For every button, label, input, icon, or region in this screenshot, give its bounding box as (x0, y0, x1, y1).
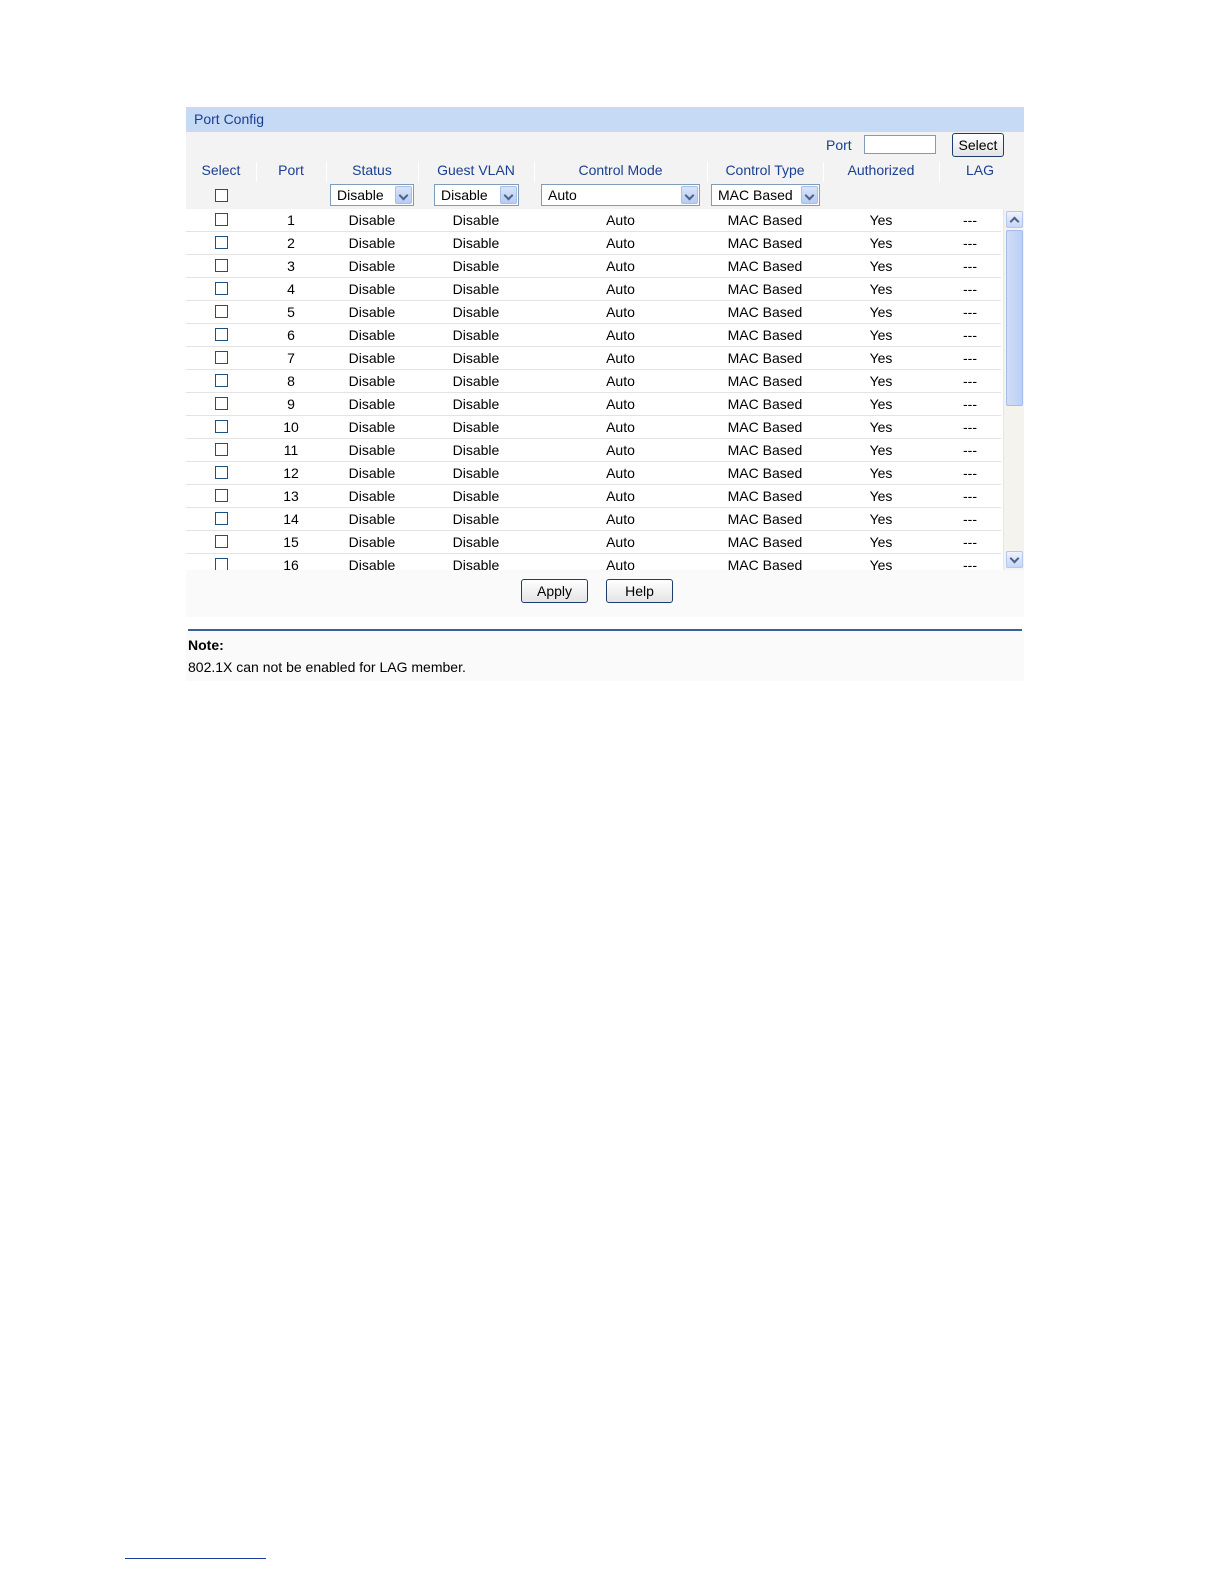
table-row (186, 416, 1001, 439)
port-search-input[interactable] (864, 135, 936, 154)
row-lag: --- (963, 258, 977, 274)
row-control-type: MAC Based (727, 212, 803, 228)
row-guest-vlan: Disable (452, 235, 500, 251)
row-guest-vlan: Disable (452, 373, 500, 389)
row-status: Disable (348, 442, 396, 458)
row-status: Disable (348, 465, 396, 481)
table-row (186, 531, 1001, 554)
row-select-checkbox[interactable] (215, 213, 228, 226)
row-authorized: Yes (869, 281, 893, 297)
row-control-mode: Auto (606, 350, 635, 366)
table-row (186, 370, 1001, 393)
row-port: 3 (287, 258, 295, 274)
row-control-type: MAC Based (727, 511, 803, 527)
row-lag: --- (963, 557, 977, 570)
note-divider (188, 629, 1022, 631)
row-lag: --- (963, 511, 977, 527)
row-authorized: Yes (869, 327, 893, 343)
table-row (186, 462, 1001, 485)
row-control-mode: Auto (606, 465, 635, 481)
row-lag: --- (963, 212, 977, 228)
row-control-mode: Auto (606, 534, 635, 550)
row-guest-vlan: Disable (452, 511, 500, 527)
table-row (186, 554, 1001, 570)
row-control-mode: Auto (606, 419, 635, 435)
row-lag: --- (963, 442, 977, 458)
row-select-checkbox[interactable] (215, 236, 228, 249)
row-authorized: Yes (869, 442, 893, 458)
row-guest-vlan: Disable (452, 327, 500, 343)
row-control-type: MAC Based (727, 235, 803, 251)
row-port: 13 (283, 488, 299, 504)
row-status: Disable (348, 350, 396, 366)
row-control-type: MAC Based (727, 258, 803, 274)
row-port: 4 (287, 281, 295, 297)
column-header-lag: LAG (965, 162, 994, 178)
row-guest-vlan: Disable (452, 212, 500, 228)
row-control-type: MAC Based (727, 396, 803, 412)
row-control-mode: Auto (606, 396, 635, 412)
row-control-mode: Auto (606, 488, 635, 504)
port-config-panel (186, 107, 1024, 617)
row-control-mode: Auto (606, 235, 635, 251)
select-button[interactable]: Select (952, 133, 1004, 157)
table-scrollbar[interactable] (1003, 209, 1024, 570)
row-lag: --- (963, 327, 977, 343)
footnote-rule (125, 1558, 266, 1559)
table-row (186, 278, 1001, 301)
note-title: Note: (188, 637, 224, 653)
row-port: 12 (283, 465, 299, 481)
row-guest-vlan: Disable (452, 350, 500, 366)
row-guest-vlan: Disable (452, 419, 500, 435)
row-port: 16 (283, 557, 299, 570)
table-header (186, 159, 1024, 182)
row-authorized: Yes (869, 350, 893, 366)
row-control-type: MAC Based (727, 419, 803, 435)
status-dropdown[interactable] (330, 184, 414, 206)
row-select-checkbox[interactable] (215, 282, 228, 295)
row-lag: --- (963, 350, 977, 366)
row-authorized: Yes (869, 258, 893, 274)
control-mode-dropdown-value: Auto (548, 187, 577, 203)
row-select-checkbox[interactable] (215, 374, 228, 387)
column-header-control-mode: Control Mode (578, 162, 663, 178)
table-row (186, 347, 1001, 370)
row-select-checkbox[interactable] (215, 489, 228, 502)
row-select-checkbox[interactable] (215, 305, 228, 318)
row-status: Disable (348, 235, 396, 251)
help-button[interactable]: Help (606, 579, 673, 603)
row-control-type: MAC Based (727, 350, 803, 366)
row-lag: --- (963, 304, 977, 320)
column-header-status: Status (352, 162, 392, 178)
row-status: Disable (348, 488, 396, 504)
row-control-mode: Auto (606, 511, 635, 527)
row-port: 15 (283, 534, 299, 550)
row-authorized: Yes (869, 212, 893, 228)
row-authorized: Yes (869, 304, 893, 320)
table-row (186, 232, 1001, 255)
control-mode-dropdown[interactable] (541, 184, 700, 206)
row-guest-vlan: Disable (452, 488, 500, 504)
row-lag: --- (963, 534, 977, 550)
row-status: Disable (348, 396, 396, 412)
row-lag: --- (963, 373, 977, 389)
row-status: Disable (348, 373, 396, 389)
row-control-type: MAC Based (727, 465, 803, 481)
guest-vlan-dropdown[interactable] (434, 184, 519, 206)
control-type-dropdown-value: MAC Based (718, 187, 793, 203)
table-row (186, 439, 1001, 462)
row-port: 9 (287, 396, 295, 412)
select-all-checkbox[interactable] (215, 189, 228, 202)
row-status: Disable (348, 511, 396, 527)
row-lag: --- (963, 488, 977, 504)
table-row (186, 393, 1001, 416)
row-authorized: Yes (869, 511, 893, 527)
row-port: 10 (283, 419, 299, 435)
row-select-checkbox[interactable] (215, 351, 228, 364)
row-authorized: Yes (869, 557, 893, 570)
column-header-guest-vlan: Guest VLAN (437, 162, 515, 178)
row-authorized: Yes (869, 488, 893, 504)
note-section (186, 631, 1024, 681)
row-control-mode: Auto (606, 373, 635, 389)
scroll-up-icon[interactable] (1006, 211, 1023, 228)
column-header-authorized: Authorized (847, 162, 915, 178)
table-row (186, 485, 1001, 508)
row-control-mode: Auto (606, 304, 635, 320)
row-guest-vlan: Disable (452, 304, 500, 320)
column-header-select: Select (201, 162, 241, 178)
row-select-checkbox[interactable] (215, 466, 228, 479)
row-port: 8 (287, 373, 295, 389)
bulk-edit-row (186, 182, 1024, 209)
row-status: Disable (348, 419, 396, 435)
status-dropdown-value: Disable (337, 187, 384, 203)
row-control-type: MAC Based (727, 534, 803, 550)
row-status: Disable (348, 281, 396, 297)
row-port: 5 (287, 304, 295, 320)
row-select-checkbox[interactable] (215, 512, 228, 525)
row-control-mode: Auto (606, 258, 635, 274)
row-status: Disable (348, 258, 396, 274)
row-control-mode: Auto (606, 327, 635, 343)
row-port: 1 (287, 212, 295, 228)
scroll-thumb[interactable] (1006, 230, 1023, 406)
row-guest-vlan: Disable (452, 281, 500, 297)
apply-button[interactable]: Apply (521, 579, 588, 603)
row-authorized: Yes (869, 465, 893, 481)
row-guest-vlan: Disable (452, 557, 500, 570)
row-status: Disable (348, 534, 396, 550)
row-guest-vlan: Disable (452, 442, 500, 458)
row-lag: --- (963, 396, 977, 412)
column-header-port: Port (278, 162, 304, 178)
chevron-down-icon[interactable] (801, 186, 818, 204)
row-guest-vlan: Disable (452, 465, 500, 481)
chevron-down-icon[interactable] (500, 186, 517, 204)
row-control-mode: Auto (606, 281, 635, 297)
control-type-dropdown[interactable] (711, 184, 820, 206)
port-search-bar (186, 132, 1024, 159)
row-control-mode: Auto (606, 557, 635, 570)
note-text: 802.1X can not be enabled for LAG member. (188, 659, 466, 675)
row-select-checkbox[interactable] (215, 328, 228, 341)
row-select-checkbox[interactable] (215, 259, 228, 272)
scroll-down-icon[interactable] (1006, 551, 1023, 568)
row-guest-vlan: Disable (452, 396, 500, 412)
row-lag: --- (963, 465, 977, 481)
row-port: 14 (283, 511, 299, 527)
row-control-type: MAC Based (727, 281, 803, 297)
row-select-checkbox[interactable] (215, 558, 228, 570)
table-row (186, 508, 1001, 531)
row-control-type: MAC Based (727, 488, 803, 504)
column-header-control-type: Control Type (725, 162, 805, 178)
row-select-checkbox[interactable] (215, 535, 228, 548)
table-row (186, 209, 1001, 232)
row-port: 11 (283, 442, 299, 458)
row-guest-vlan: Disable (452, 258, 500, 274)
row-control-mode: Auto (606, 212, 635, 228)
row-status: Disable (348, 304, 396, 320)
port-search-label: Port (826, 137, 852, 153)
row-port: 6 (287, 327, 295, 343)
row-status: Disable (348, 212, 396, 228)
port-table-body (186, 209, 1024, 570)
row-authorized: Yes (869, 419, 893, 435)
row-authorized: Yes (869, 534, 893, 550)
row-select-checkbox[interactable] (215, 443, 228, 456)
row-control-type: MAC Based (727, 327, 803, 343)
row-control-type: MAC Based (727, 304, 803, 320)
row-control-type: MAC Based (727, 442, 803, 458)
row-port: 7 (287, 350, 295, 366)
chevron-down-icon[interactable] (681, 186, 698, 204)
row-lag: --- (963, 419, 977, 435)
row-select-checkbox[interactable] (215, 397, 228, 410)
table-footer (186, 570, 1024, 617)
row-guest-vlan: Disable (452, 534, 500, 550)
row-authorized: Yes (869, 235, 893, 251)
row-lag: --- (963, 235, 977, 251)
row-status: Disable (348, 327, 396, 343)
chevron-down-icon[interactable] (395, 186, 412, 204)
row-select-checkbox[interactable] (215, 420, 228, 433)
row-control-mode: Auto (606, 442, 635, 458)
row-authorized: Yes (869, 373, 893, 389)
row-lag: --- (963, 281, 977, 297)
table-row (186, 324, 1001, 347)
row-port: 2 (287, 235, 295, 251)
panel-title: Port Config (186, 107, 1024, 132)
row-status: Disable (348, 557, 396, 570)
table-row (186, 255, 1001, 278)
row-control-type: MAC Based (727, 557, 803, 570)
table-row (186, 301, 1001, 324)
row-control-type: MAC Based (727, 373, 803, 389)
guest-vlan-dropdown-value: Disable (441, 187, 488, 203)
row-authorized: Yes (869, 396, 893, 412)
